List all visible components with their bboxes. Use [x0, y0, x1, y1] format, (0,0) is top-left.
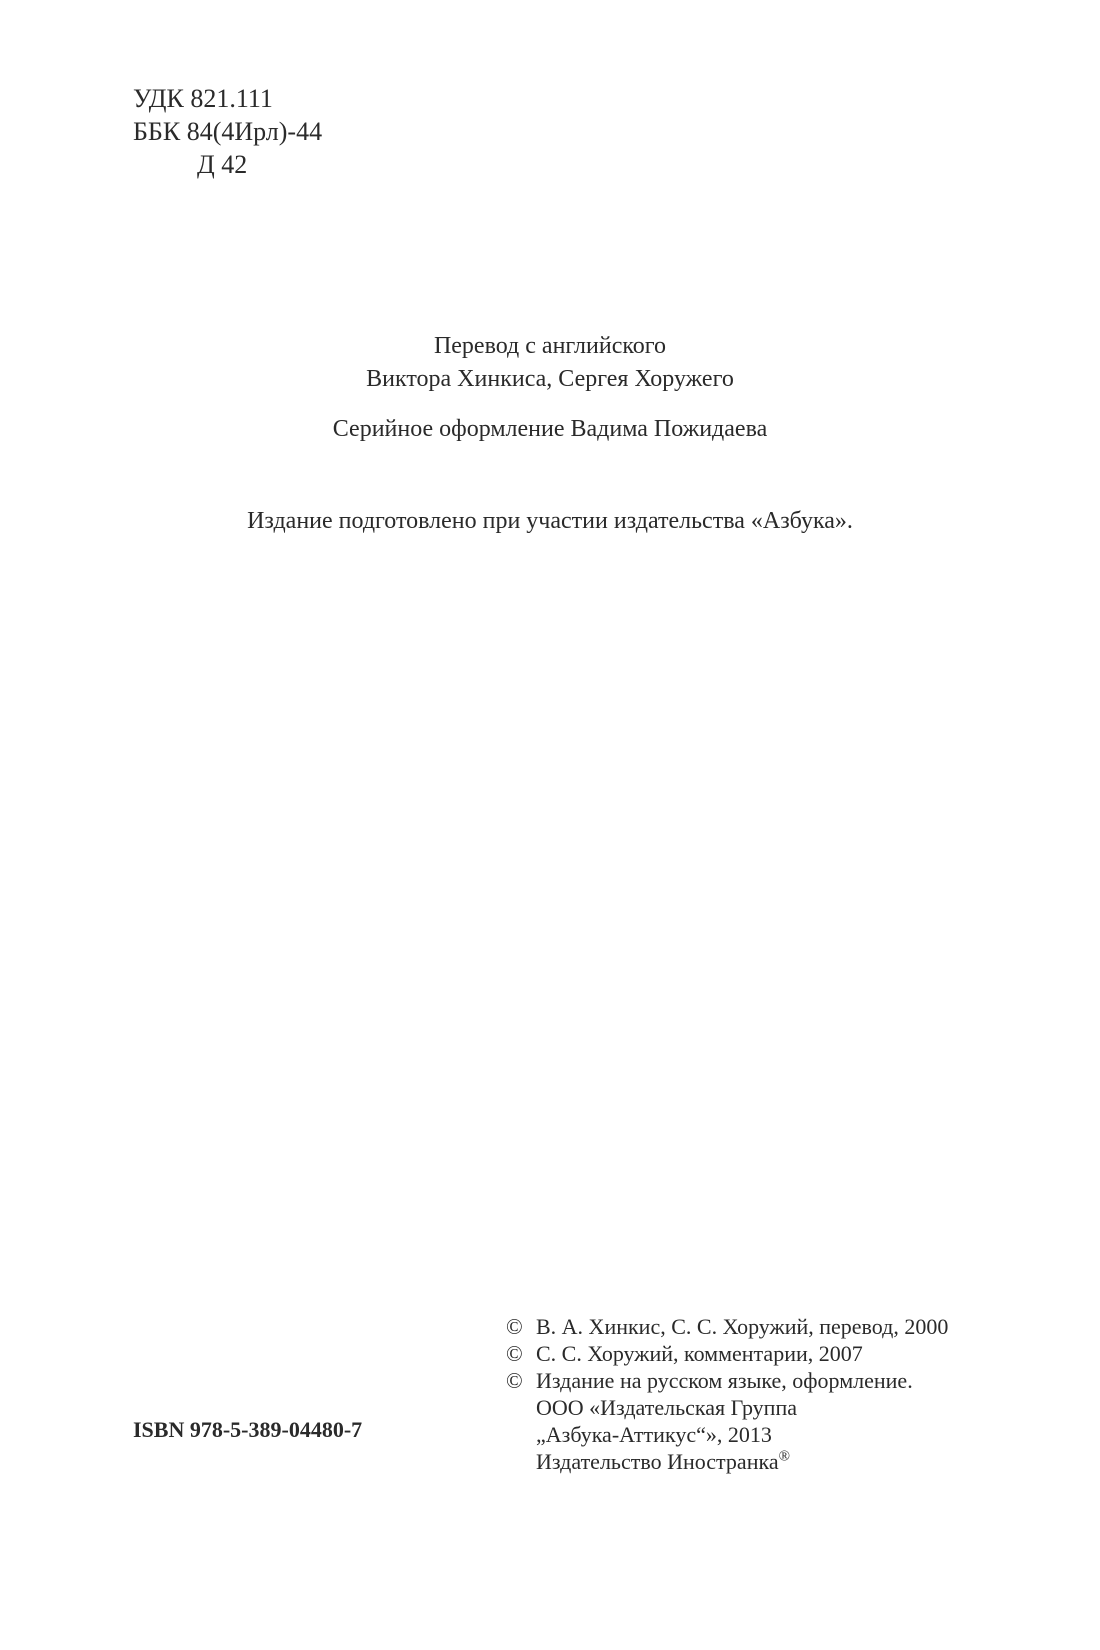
- author-mark: Д 42: [197, 150, 248, 179]
- copyright-symbol: ©: [506, 1314, 523, 1339]
- copyright-text: Издание на русском языке, оформление.: [536, 1368, 913, 1393]
- isbn-number: ISBN 978-5-389-04480-7: [133, 1417, 363, 1442]
- copyright-line: [506, 1313, 948, 1340]
- translation-line-2: Виктора Хинкиса, Сергея Хоружего: [366, 366, 734, 392]
- copyright-line: [506, 1421, 948, 1448]
- series-design-credit: Серийное оформление Вадима Пожидаева: [332, 416, 768, 442]
- classification-block: [133, 82, 322, 181]
- copyright-text: „Азбука-Аттикус“», 2013: [536, 1422, 772, 1447]
- copyright-text: ООО «Издательская Группа: [536, 1395, 797, 1420]
- copyright-line: [506, 1340, 948, 1367]
- edition-note: Издание подготовлено при участии издательства «Азбука».: [247, 508, 853, 534]
- copyright-text: В. А. Хинкис, С. С. Хоружий, перевод, 2000: [536, 1314, 949, 1339]
- registered-mark-icon: ®: [778, 1448, 790, 1465]
- copyright-line: [506, 1448, 948, 1475]
- translation-line-1: Перевод с английского: [433, 333, 667, 359]
- copyright-symbol: ©: [506, 1368, 523, 1393]
- copyright-block: [506, 1313, 948, 1475]
- copyright-symbol: ©: [506, 1341, 523, 1366]
- copyright-text: [536, 1448, 790, 1475]
- translation-credit: [0, 330, 1100, 396]
- udk-code: УДК 821.111: [133, 84, 273, 113]
- publisher-name: Издательство Иностранка: [536, 1449, 779, 1474]
- bbk-code: ББК 84(4Ирл)-44: [133, 117, 323, 146]
- copyright-text: С. С. Хоружий, комментарии, 2007: [536, 1341, 863, 1366]
- copyright-line: [506, 1394, 948, 1421]
- copyright-line: [506, 1367, 948, 1394]
